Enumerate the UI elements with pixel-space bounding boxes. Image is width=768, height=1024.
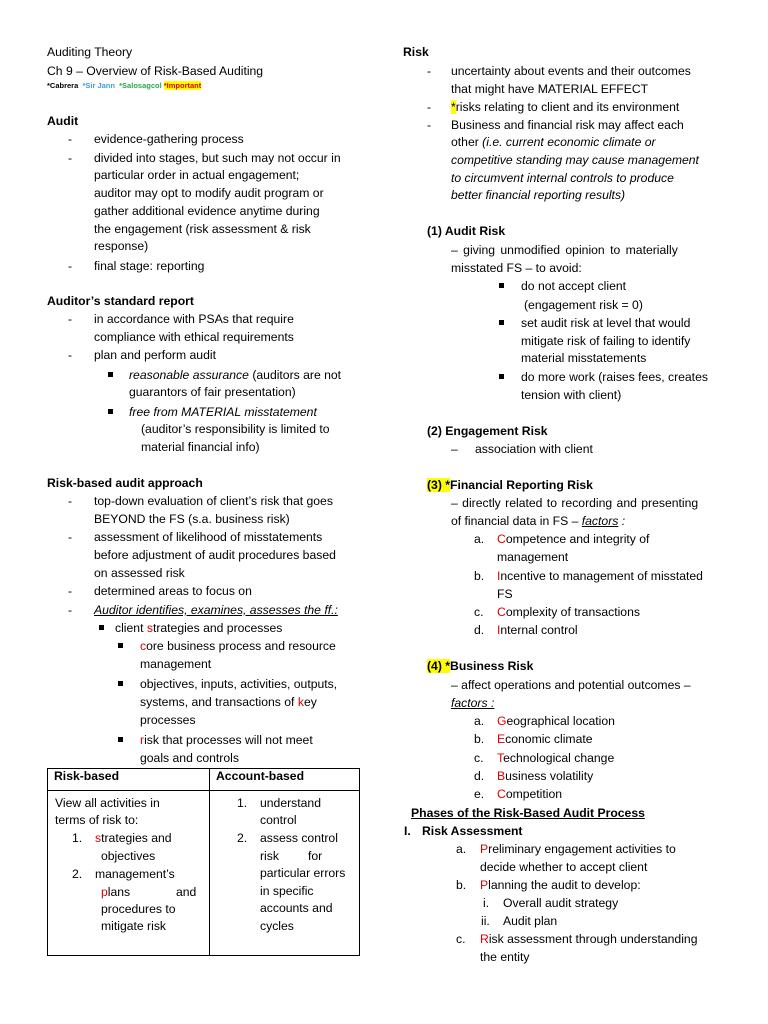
report-heading: Auditor’s standard report	[47, 294, 194, 308]
dash: -	[427, 100, 432, 114]
frr-item: Complexity of transactions	[497, 605, 640, 619]
report-item: in accordance with PSAs that require	[94, 312, 294, 326]
br-item-num: c.	[474, 751, 484, 765]
audit-risk-desc: misstated FS – to avoid:	[451, 261, 582, 275]
audit-risk-bullet: do not accept client	[521, 279, 627, 293]
square-bullet-icon	[118, 681, 123, 686]
square-bullet-icon	[99, 625, 104, 630]
phase-item: Risk assessment through understanding	[480, 932, 698, 946]
dash: -	[68, 259, 73, 273]
dash: -	[68, 312, 73, 326]
audit-item: particular order in actual engagement;	[94, 168, 300, 182]
free-from-misstatement-cont: (auditor’s responsibility is limited to	[141, 422, 330, 436]
frr-item: Competence and integrity of	[497, 532, 650, 546]
objectives-line: processes	[140, 713, 196, 727]
dash: -	[68, 603, 73, 617]
square-bullet-icon	[499, 374, 504, 379]
free-from-misstatement-cont: material financial info)	[141, 440, 260, 454]
dash: -	[427, 64, 432, 78]
risk-item: better financial reporting results)	[451, 188, 626, 202]
audit-item: the engagement (risk assessment & risk	[94, 222, 311, 236]
square-bullet-icon	[108, 372, 113, 377]
legend-important: *Important	[163, 81, 202, 90]
table-header-account-based: Account-based	[210, 769, 360, 791]
reasonable-assurance: reasonable assurance (auditors are not	[129, 368, 342, 382]
dash: -	[68, 348, 73, 362]
report-item: compliance with ethical requirements	[94, 330, 294, 344]
rba-item: on assessed risk	[94, 566, 185, 580]
frr-item: Internal control	[497, 623, 578, 637]
rba-item: assessment of likelihood of misstatements	[94, 530, 323, 544]
core-business-cont: management	[140, 657, 212, 671]
phase-item-num: a.	[456, 842, 467, 856]
frr-item: Incentive to management of misstated	[497, 569, 703, 583]
comparison-table	[47, 768, 360, 956]
risk-item: Business and financial risk may affect each	[451, 118, 684, 132]
engagement-risk-desc: association with client	[475, 442, 593, 456]
br-desc: – affect operations and potential outcomes –	[451, 678, 691, 692]
square-bullet-icon	[499, 320, 504, 325]
frr-item: FS	[497, 587, 513, 601]
br-item: Business volatility	[497, 769, 594, 783]
legend-sir-jann: *Sir Jann	[82, 81, 115, 90]
risk-item: that might have MATERIAL EFFECT	[451, 82, 649, 96]
phase-risk-assessment: Risk Assessment	[422, 824, 523, 838]
rba-item: BEYOND the FS (s.a. business risk)	[94, 512, 290, 526]
frr-item-num: c.	[474, 605, 484, 619]
br-factors: factors :	[451, 696, 495, 710]
br-item: Economic climate	[497, 732, 593, 746]
risk-item: uncertainty about events and their outcomes	[451, 64, 691, 78]
rba-item: before adjustment of audit procedures based	[94, 548, 336, 562]
objectives-line: objectives, inputs, activities, outputs,	[140, 677, 338, 691]
phases-heading: Phases of the Risk-Based Audit Process	[411, 806, 645, 820]
phase-subitem: Overall audit strategy	[503, 896, 619, 910]
risk-item: competitive standing may cause management	[451, 153, 699, 167]
audit-item: gather additional evidence anytime during	[94, 204, 320, 218]
phase-roman: I.	[404, 824, 411, 838]
phase-item: Preliminary engagement activities to	[480, 842, 676, 856]
report-item: plan and perform audit	[94, 348, 216, 362]
audit-item: evidence-gathering process	[94, 132, 244, 146]
core-business: core business process and resource	[140, 639, 336, 653]
audit-item: divided into stages, but such may not occur in	[94, 151, 341, 165]
audit-risk-bullet: set audit risk at level that would	[521, 316, 691, 330]
audit-risk-bullet: do more work (raises fees, creates	[521, 370, 708, 384]
dash: -	[68, 584, 73, 598]
frr-heading: (3) *Financial Reporting Risk	[427, 478, 593, 492]
phase-item: the entity	[480, 950, 530, 964]
chapter-title: Ch 9 – Overview of Risk-Based Auditing	[47, 64, 264, 78]
dash: -	[68, 151, 73, 165]
frr-item-num: b.	[474, 569, 485, 583]
dash: -	[68, 494, 73, 508]
audit-heading: Audit	[47, 114, 79, 128]
square-bullet-icon	[108, 409, 113, 414]
frr-item: management	[497, 550, 569, 564]
engagement-risk-heading: (2) Engagement Risk	[427, 424, 548, 438]
phase-item-num: b.	[456, 878, 467, 892]
audit-risk-bullet: (engagement risk = 0)	[524, 298, 643, 312]
br-item-num: e.	[474, 787, 485, 801]
phase-item: Planning the audit to develop:	[480, 878, 641, 892]
br-item: Competition	[497, 787, 563, 801]
risk-item: to circumvent internal controls to produce	[451, 171, 674, 185]
table-cell-risk-based: View all activities in terms of risk to: 1. strategies and objectives 2. management’s plans and procedures to mitigate risk	[48, 791, 210, 956]
dash: -	[68, 132, 73, 146]
br-item: Technological change	[497, 751, 615, 765]
frr-desc: – directly related to recording and presenting	[451, 496, 699, 510]
br-item-num: d.	[474, 769, 485, 783]
free-from-misstatement: free from MATERIAL misstatement	[129, 405, 317, 419]
legend-salosagcol: *Salosagcol	[119, 81, 162, 90]
audit-risk-heading: (1) Audit Risk	[427, 224, 506, 238]
audit-risk-bullet: tension with client)	[521, 388, 622, 402]
audit-risk-bullet: material misstatements	[521, 351, 647, 365]
risk-processes-cont: goals and controls	[140, 751, 239, 765]
audit-risk-desc: – giving unmodified opinion to materially	[451, 243, 678, 257]
phase-item-num: c.	[456, 932, 466, 946]
table-cell-account-based: 1. understand control 2. assess control risk for particular errors in specific accounts and cycles	[210, 791, 360, 956]
risk-heading: Risk	[403, 45, 429, 59]
br-item-num: a.	[474, 714, 485, 728]
risk-processes: risk that processes will not meet	[140, 733, 313, 747]
frr-desc: of financial data in FS – factors :	[451, 514, 626, 528]
reasonable-assurance-cont: guarantors of fair presentation)	[129, 385, 296, 399]
dash: -	[427, 118, 432, 132]
risk-item: other (i.e. current economic climate or	[451, 135, 656, 149]
color-legend	[47, 77, 201, 95]
legend-cabrera: *Cabrera	[47, 81, 79, 90]
rba-item: determined areas to focus on	[94, 584, 252, 598]
audit-item: final stage: reporting	[94, 259, 205, 273]
risk-item: *risks relating to client and its environment	[451, 100, 680, 114]
br-item: Geographical location	[497, 714, 615, 728]
frr-item-num: d.	[474, 623, 485, 637]
br-heading: (4) *Business Risk	[427, 659, 534, 673]
rba-item: top-down evaluation of client’s risk that goes	[94, 494, 333, 508]
rba-item: Auditor identifies, examines, assesses the ff.:	[94, 603, 338, 617]
audit-item: response)	[94, 239, 149, 253]
br-item-num: b.	[474, 732, 485, 746]
rba-heading: Risk-based audit approach	[47, 476, 203, 490]
dash: –	[451, 442, 458, 456]
frr-item-num: a.	[474, 532, 485, 546]
audit-risk-bullet: mitigate risk of failing to identify	[521, 334, 691, 348]
objectives-line: systems, and transactions of key	[140, 695, 317, 709]
square-bullet-icon	[499, 283, 504, 288]
phase-subitem: Audit plan	[503, 914, 558, 928]
client-strategies: client strategies and processes	[115, 621, 283, 635]
phase-subitem-num: i.	[483, 896, 490, 910]
phase-subitem-num: ii.	[481, 914, 490, 928]
audit-item: auditor may opt to modify audit program or	[94, 186, 324, 200]
phase-item: decide whether to accept client	[480, 860, 648, 874]
dash: -	[68, 530, 73, 544]
table-header-risk-based: Risk-based	[48, 769, 210, 791]
square-bullet-icon	[118, 643, 123, 648]
square-bullet-icon	[118, 737, 123, 742]
doc-title: Auditing Theory	[47, 45, 133, 59]
